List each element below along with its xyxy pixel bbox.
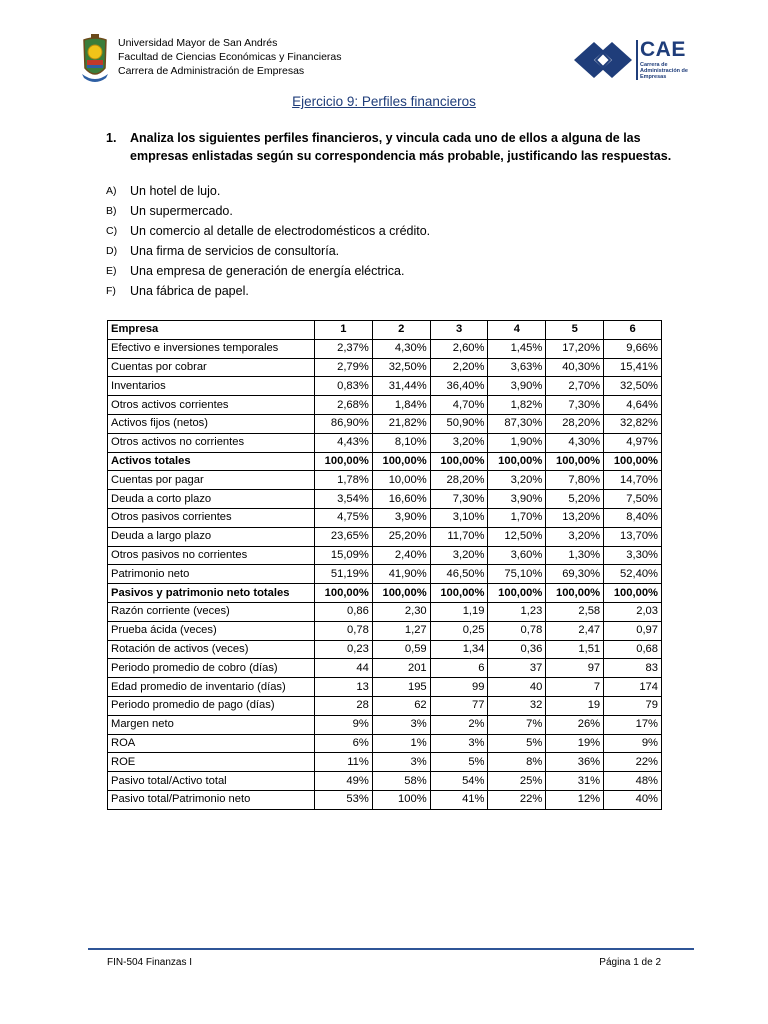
logo-text: Carrera de Administración de Empresas <box>640 62 688 80</box>
table-cell: 2,60% <box>430 339 488 358</box>
financial-profiles-table <box>107 320 662 810</box>
table-cell: 26% <box>546 715 604 734</box>
option-text: Una firma de servicios de consultoría. <box>130 244 340 258</box>
page-header <box>80 34 694 84</box>
option-letter: A) <box>106 185 117 197</box>
row-label: Pasivos y patrimonio neto totales <box>108 584 315 603</box>
row-label: Otros pasivos corrientes <box>108 508 315 527</box>
table-cell: 17% <box>604 715 662 734</box>
table-cell: 3,20% <box>430 546 488 565</box>
list-item <box>106 181 430 201</box>
table-cell: 50,90% <box>430 414 488 433</box>
table-cell: 3,20% <box>488 471 546 490</box>
table-cell: 40 <box>488 678 546 697</box>
table-cell: 3,90% <box>488 377 546 396</box>
table-cell: 2,70% <box>546 377 604 396</box>
table-cell: 3% <box>430 734 488 753</box>
list-item <box>106 221 430 241</box>
table-cell: 100,00% <box>372 584 430 603</box>
table-cell: 100,00% <box>546 584 604 603</box>
table-cell: 13,70% <box>604 527 662 546</box>
career-name: Carrera de Administración de Empresas <box>118 65 305 77</box>
row-label: ROA <box>108 734 315 753</box>
table-row <box>108 678 662 697</box>
table-row <box>108 584 662 603</box>
table-cell: 52,40% <box>604 565 662 584</box>
table-row <box>108 433 662 452</box>
table-cell: 48% <box>604 772 662 791</box>
row-label: Activos totales <box>108 452 315 471</box>
table-cell: 100% <box>372 790 430 809</box>
table-cell: 16,60% <box>372 490 430 509</box>
table-cell: 2,37% <box>315 339 373 358</box>
column-header: 1 <box>315 321 373 340</box>
table-cell: 13 <box>315 678 373 697</box>
list-item <box>106 281 430 301</box>
table-cell: 174 <box>604 678 662 697</box>
table-cell: 32 <box>488 696 546 715</box>
table-cell: 1,84% <box>372 396 430 415</box>
column-header: 4 <box>488 321 546 340</box>
table-row <box>108 396 662 415</box>
table-cell: 25% <box>488 772 546 791</box>
table-cell: 37 <box>488 659 546 678</box>
table-row <box>108 602 662 621</box>
table-cell: 4,30% <box>546 433 604 452</box>
table-cell: 1,78% <box>315 471 373 490</box>
table-cell: 13,20% <box>546 508 604 527</box>
table-cell: 7,30% <box>430 490 488 509</box>
table-row <box>108 772 662 791</box>
table-cell: 14,70% <box>604 471 662 490</box>
table-cell: 7,30% <box>546 396 604 415</box>
table-cell: 1,45% <box>488 339 546 358</box>
row-label: Razón corriente (veces) <box>108 602 315 621</box>
logo-abbreviation: CAE <box>640 38 686 61</box>
table-cell: 58% <box>372 772 430 791</box>
document-title: Ejercicio 9: Perfiles financieros <box>292 94 476 109</box>
table-cell: 19% <box>546 734 604 753</box>
table-cell: 17,20% <box>546 339 604 358</box>
table-cell: 6% <box>315 734 373 753</box>
table-cell: 32,50% <box>372 358 430 377</box>
row-label: Otros activos no corrientes <box>108 433 315 452</box>
table-cell: 79 <box>604 696 662 715</box>
table-cell: 1% <box>372 734 430 753</box>
table-cell: 41% <box>430 790 488 809</box>
table-cell: 3,20% <box>546 527 604 546</box>
row-label: Otros activos corrientes <box>108 396 315 415</box>
row-label: ROE <box>108 753 315 772</box>
table-cell: 3,54% <box>315 490 373 509</box>
table-cell: 2,40% <box>372 546 430 565</box>
table-row <box>108 659 662 678</box>
row-label: Activos fijos (netos) <box>108 414 315 433</box>
table-cell: 8,10% <box>372 433 430 452</box>
faculty-name: Facultad de Ciencias Económicas y Financieras <box>118 51 342 63</box>
table-row <box>108 640 662 659</box>
option-text: Un comercio al detalle de electrodomésticos a crédito. <box>130 224 431 238</box>
table-cell: 5% <box>488 734 546 753</box>
table-cell: 1,30% <box>546 546 604 565</box>
table-cell: 7 <box>546 678 604 697</box>
table-cell: 0,97 <box>604 621 662 640</box>
table-cell: 4,64% <box>604 396 662 415</box>
table-cell: 8,40% <box>604 508 662 527</box>
table-row <box>108 565 662 584</box>
footer-course: FIN-504 Finanzas I <box>107 957 193 968</box>
list-item <box>106 261 430 281</box>
table-cell: 28,20% <box>546 414 604 433</box>
table-cell: 4,75% <box>315 508 373 527</box>
table-cell: 0,23 <box>315 640 373 659</box>
institution-names <box>118 36 342 78</box>
row-label: Patrimonio neto <box>108 565 315 584</box>
logo-divider <box>636 40 638 80</box>
table-cell: 40% <box>604 790 662 809</box>
table-cell: 10,00% <box>372 471 430 490</box>
table-row <box>108 621 662 640</box>
option-text: Una empresa de generación de energía eléctrica. <box>130 264 405 278</box>
table-cell: 36,40% <box>430 377 488 396</box>
table-row <box>108 414 662 433</box>
table-cell: 22% <box>604 753 662 772</box>
table-cell: 12% <box>546 790 604 809</box>
table-cell: 9% <box>315 715 373 734</box>
university-seal-icon <box>80 34 110 82</box>
table-cell: 3,90% <box>372 508 430 527</box>
table-cell: 22% <box>488 790 546 809</box>
table-cell: 15,41% <box>604 358 662 377</box>
question-number: 1. <box>106 131 117 145</box>
row-label: Pasivo total/Patrimonio neto <box>108 790 315 809</box>
option-letter: D) <box>106 245 118 257</box>
table-cell: 32,82% <box>604 414 662 433</box>
table-cell: 28 <box>315 696 373 715</box>
table-cell: 41,90% <box>372 565 430 584</box>
table-cell: 1,82% <box>488 396 546 415</box>
table-cell: 32,50% <box>604 377 662 396</box>
question-text: Analiza los siguientes perfiles financieros, y vincula cada uno de ellos a alguna de las empresas enlistadas según su correspondencia más probable, justificando las respuestas. <box>130 131 672 163</box>
table-cell: 100,00% <box>315 584 373 603</box>
table-cell: 23,65% <box>315 527 373 546</box>
table-cell: 49% <box>315 772 373 791</box>
table-cell: 3% <box>372 753 430 772</box>
row-label: Periodo promedio de cobro (días) <box>108 659 315 678</box>
table-cell: 0,83% <box>315 377 373 396</box>
table-row <box>108 508 662 527</box>
table-cell: 2,03 <box>604 602 662 621</box>
question <box>106 129 676 165</box>
row-label: Otros pasivos no corrientes <box>108 546 315 565</box>
table-row <box>108 734 662 753</box>
table-cell: 31% <box>546 772 604 791</box>
table-cell: 100,00% <box>430 584 488 603</box>
table-cell: 1,23 <box>488 602 546 621</box>
table-cell: 9% <box>604 734 662 753</box>
option-letter: B) <box>106 205 117 217</box>
row-label: Edad promedio de inventario (días) <box>108 678 315 697</box>
table-header-row <box>108 321 662 340</box>
table-cell: 5% <box>430 753 488 772</box>
table-row <box>108 753 662 772</box>
table-cell: 83 <box>604 659 662 678</box>
table-cell: 7% <box>488 715 546 734</box>
table-cell: 1,27 <box>372 621 430 640</box>
table-cell: 46,50% <box>430 565 488 584</box>
table-cell: 75,10% <box>488 565 546 584</box>
table-cell: 2,68% <box>315 396 373 415</box>
table-cell: 9,66% <box>604 339 662 358</box>
column-header: 6 <box>604 321 662 340</box>
table-row <box>108 527 662 546</box>
table-row <box>108 546 662 565</box>
table-cell: 21,82% <box>372 414 430 433</box>
column-header: 3 <box>430 321 488 340</box>
row-label: Deuda a corto plazo <box>108 490 315 509</box>
table-row <box>108 339 662 358</box>
table-cell: 100,00% <box>430 452 488 471</box>
table-cell: 3,20% <box>430 433 488 452</box>
table-cell: 2,30 <box>372 602 430 621</box>
table-cell: 77 <box>430 696 488 715</box>
table-cell: 69,30% <box>546 565 604 584</box>
table-row <box>108 452 662 471</box>
table-row <box>108 715 662 734</box>
table-cell: 12,50% <box>488 527 546 546</box>
footer-divider <box>88 948 694 950</box>
list-item <box>106 241 430 261</box>
footer-page-number: Página 1 de 2 <box>599 957 661 968</box>
table-row <box>108 490 662 509</box>
table-cell: 5,20% <box>546 490 604 509</box>
row-label: Inventarios <box>108 377 315 396</box>
table-cell: 4,70% <box>430 396 488 415</box>
table-cell: 0,78 <box>315 621 373 640</box>
row-label: Periodo promedio de pago (días) <box>108 696 315 715</box>
row-label: Margen neto <box>108 715 315 734</box>
cae-logo <box>572 38 694 82</box>
table-cell: 100,00% <box>488 452 546 471</box>
table-cell: 8% <box>488 753 546 772</box>
table-cell: 3% <box>372 715 430 734</box>
table-cell: 100,00% <box>488 584 546 603</box>
table-cell: 11% <box>315 753 373 772</box>
row-label: Efectivo e inversiones temporales <box>108 339 315 358</box>
table-cell: 0,59 <box>372 640 430 659</box>
option-text: Un supermercado. <box>130 204 233 218</box>
table-cell: 201 <box>372 659 430 678</box>
table-cell: 100,00% <box>546 452 604 471</box>
table-cell: 0,36 <box>488 640 546 659</box>
table-cell: 99 <box>430 678 488 697</box>
row-label: Cuentas por pagar <box>108 471 315 490</box>
table-cell: 87,30% <box>488 414 546 433</box>
table-cell: 100,00% <box>604 452 662 471</box>
table-cell: 7,80% <box>546 471 604 490</box>
table-row <box>108 790 662 809</box>
table-cell: 195 <box>372 678 430 697</box>
table-cell: 4,97% <box>604 433 662 452</box>
table-cell: 7,50% <box>604 490 662 509</box>
column-header: 2 <box>372 321 430 340</box>
table-cell: 100,00% <box>315 452 373 471</box>
table-cell: 97 <box>546 659 604 678</box>
table-cell: 36% <box>546 753 604 772</box>
options-list <box>106 181 430 301</box>
table-cell: 86,90% <box>315 414 373 433</box>
table-cell: 2,47 <box>546 621 604 640</box>
table-row <box>108 358 662 377</box>
table-cell: 2,79% <box>315 358 373 377</box>
option-letter: C) <box>106 225 118 237</box>
table-cell: 1,19 <box>430 602 488 621</box>
table-cell: 2,58 <box>546 602 604 621</box>
table-cell: 3,10% <box>430 508 488 527</box>
table-cell: 19 <box>546 696 604 715</box>
option-letter: E) <box>106 265 117 277</box>
table-body <box>108 339 662 809</box>
table-cell: 4,43% <box>315 433 373 452</box>
table-cell: 6 <box>430 659 488 678</box>
table-cell: 44 <box>315 659 373 678</box>
table-cell: 2,20% <box>430 358 488 377</box>
table-cell: 1,90% <box>488 433 546 452</box>
row-label: Prueba ácida (veces) <box>108 621 315 640</box>
table-cell: 4,30% <box>372 339 430 358</box>
option-text: Una fábrica de papel. <box>130 284 249 298</box>
column-header: 5 <box>546 321 604 340</box>
table-cell: 51,19% <box>315 565 373 584</box>
table-row <box>108 471 662 490</box>
table-cell: 1,34 <box>430 640 488 659</box>
cae-emblem-icon <box>572 38 634 82</box>
table-cell: 1,70% <box>488 508 546 527</box>
table-cell: 31,44% <box>372 377 430 396</box>
table-cell: 100,00% <box>604 584 662 603</box>
table-row <box>108 377 662 396</box>
row-label: Pasivo total/Activo total <box>108 772 315 791</box>
table-cell: 3,90% <box>488 490 546 509</box>
table-cell: 25,20% <box>372 527 430 546</box>
row-label: Deuda a largo plazo <box>108 527 315 546</box>
table-cell: 100,00% <box>372 452 430 471</box>
table-cell: 15,09% <box>315 546 373 565</box>
row-label: Rotación de activos (veces) <box>108 640 315 659</box>
table-cell: 62 <box>372 696 430 715</box>
table-cell: 0,25 <box>430 621 488 640</box>
option-letter: F) <box>106 285 116 297</box>
table-cell: 2% <box>430 715 488 734</box>
table-cell: 53% <box>315 790 373 809</box>
university-name: Universidad Mayor de San Andrés <box>118 37 278 49</box>
option-text: Un hotel de lujo. <box>130 184 221 198</box>
table-cell: 11,70% <box>430 527 488 546</box>
table-cell: 3,60% <box>488 546 546 565</box>
table-cell: 0,78 <box>488 621 546 640</box>
table-cell: 28,20% <box>430 471 488 490</box>
table-cell: 3,30% <box>604 546 662 565</box>
table-cell: 1,51 <box>546 640 604 659</box>
row-label: Cuentas por cobrar <box>108 358 315 377</box>
table-cell: 3,63% <box>488 358 546 377</box>
table-cell: 40,30% <box>546 358 604 377</box>
table-row <box>108 696 662 715</box>
column-header: Empresa <box>108 321 315 340</box>
table-cell: 0,68 <box>604 640 662 659</box>
table-cell: 54% <box>430 772 488 791</box>
list-item <box>106 201 430 221</box>
table-cell: 0,86 <box>315 602 373 621</box>
